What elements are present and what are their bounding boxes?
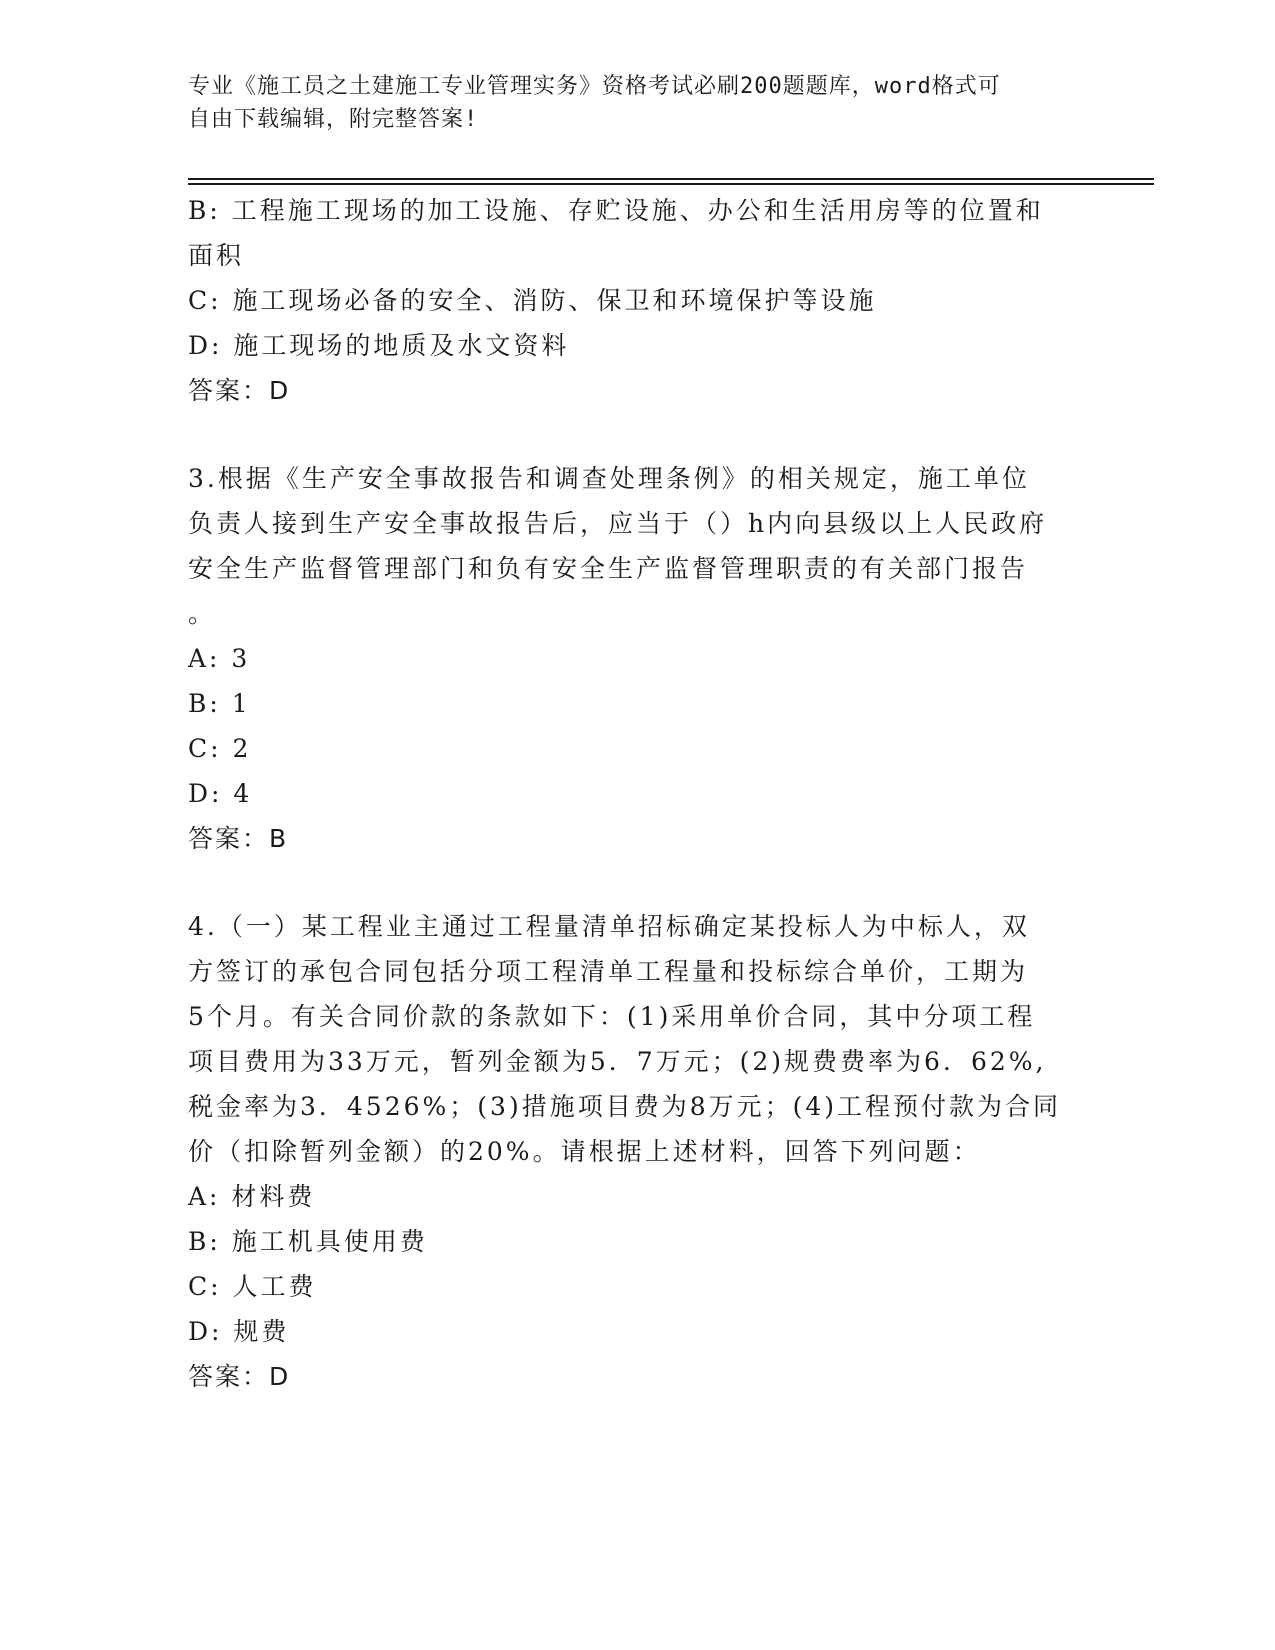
q3-stem-line-2: 负责人接到生产安全事故报告后，应当于（）h内向县级以上人民政府 xyxy=(188,509,1048,538)
spacer xyxy=(188,413,1088,456)
q4-answer: 答案：D xyxy=(188,1362,291,1391)
q4-stem-line-3: 5个月。有关合同价款的条款如下：(1)采用单价合同，其中分项工程 xyxy=(188,1002,1036,1031)
q3-answer: 答案：B xyxy=(188,824,289,853)
question-2 xyxy=(188,188,1088,413)
q4-option-d: D: 规费 xyxy=(188,1317,290,1346)
q4-stem-line-5: 税金率为3．4526%；(3)措施项目费为8万元；(4)工程预付款为合同 xyxy=(188,1092,1062,1121)
header-rule-bottom xyxy=(188,183,1154,185)
q3-option-c: C: 2 xyxy=(188,734,252,763)
q4-stem-line-2: 方签订的承包合同包括分项工程清单工程量和投标综合单价，工期为 xyxy=(188,957,1029,986)
header-title-line-1: 专业《施工员之土建施工专业管理实务》资格考试必刷200题题库，word格式可 xyxy=(188,74,1001,99)
header-rule-top xyxy=(188,178,1154,180)
document-header xyxy=(188,70,1088,136)
q2-option-d: D: 施工现场的地质及水文资料 xyxy=(188,331,570,360)
q2-answer: 答案：D xyxy=(188,376,291,405)
q3-stem-line-1: 3.根据《生产安全事故报告和调查处理条例》的相关规定，施工单位 xyxy=(188,464,1030,493)
header-title-line-2: 自由下载编辑，附完整答案! xyxy=(188,107,479,132)
question-4 xyxy=(188,904,1088,1399)
q4-option-c: C: 人工费 xyxy=(188,1272,317,1301)
q2-option-c: C: 施工现场必备的安全、消防、保卫和环境保护等设施 xyxy=(188,286,877,315)
document-body xyxy=(188,188,1088,1399)
q4-option-b: B: 施工机具使用费 xyxy=(188,1227,428,1256)
question-3 xyxy=(188,456,1088,861)
q3-stem-line-3: 安全生产监督管理部门和负有安全生产监督管理职责的有关部门报告 xyxy=(188,554,1029,583)
q3-option-d: D: 4 xyxy=(188,779,253,808)
q3-option-a: A: 3 xyxy=(188,644,251,673)
q2-option-b-line-1: B: 工程施工现场的加工设施、存贮设施、办公和生活用房等的位置和 xyxy=(188,196,1044,225)
q3-option-b: B: 1 xyxy=(188,689,251,718)
q4-stem-line-6: 价（扣除暂列金额）的20%。请根据上述材料，回答下列问题： xyxy=(188,1137,981,1166)
q4-stem-line-4: 项目费用为33万元，暂列金额为5．7万元；(2)规费费率为6．62%, xyxy=(188,1047,1047,1076)
q4-option-a: A: 材料费 xyxy=(188,1182,316,1211)
q2-option-b-line-2: 面积 xyxy=(188,241,245,270)
q3-stem-line-4: 。 xyxy=(188,599,217,628)
q4-stem-line-1: 4.（一）某工程业主通过工程量清单招标确定某投标人为中标人，双 xyxy=(188,912,1030,941)
spacer xyxy=(188,861,1088,904)
